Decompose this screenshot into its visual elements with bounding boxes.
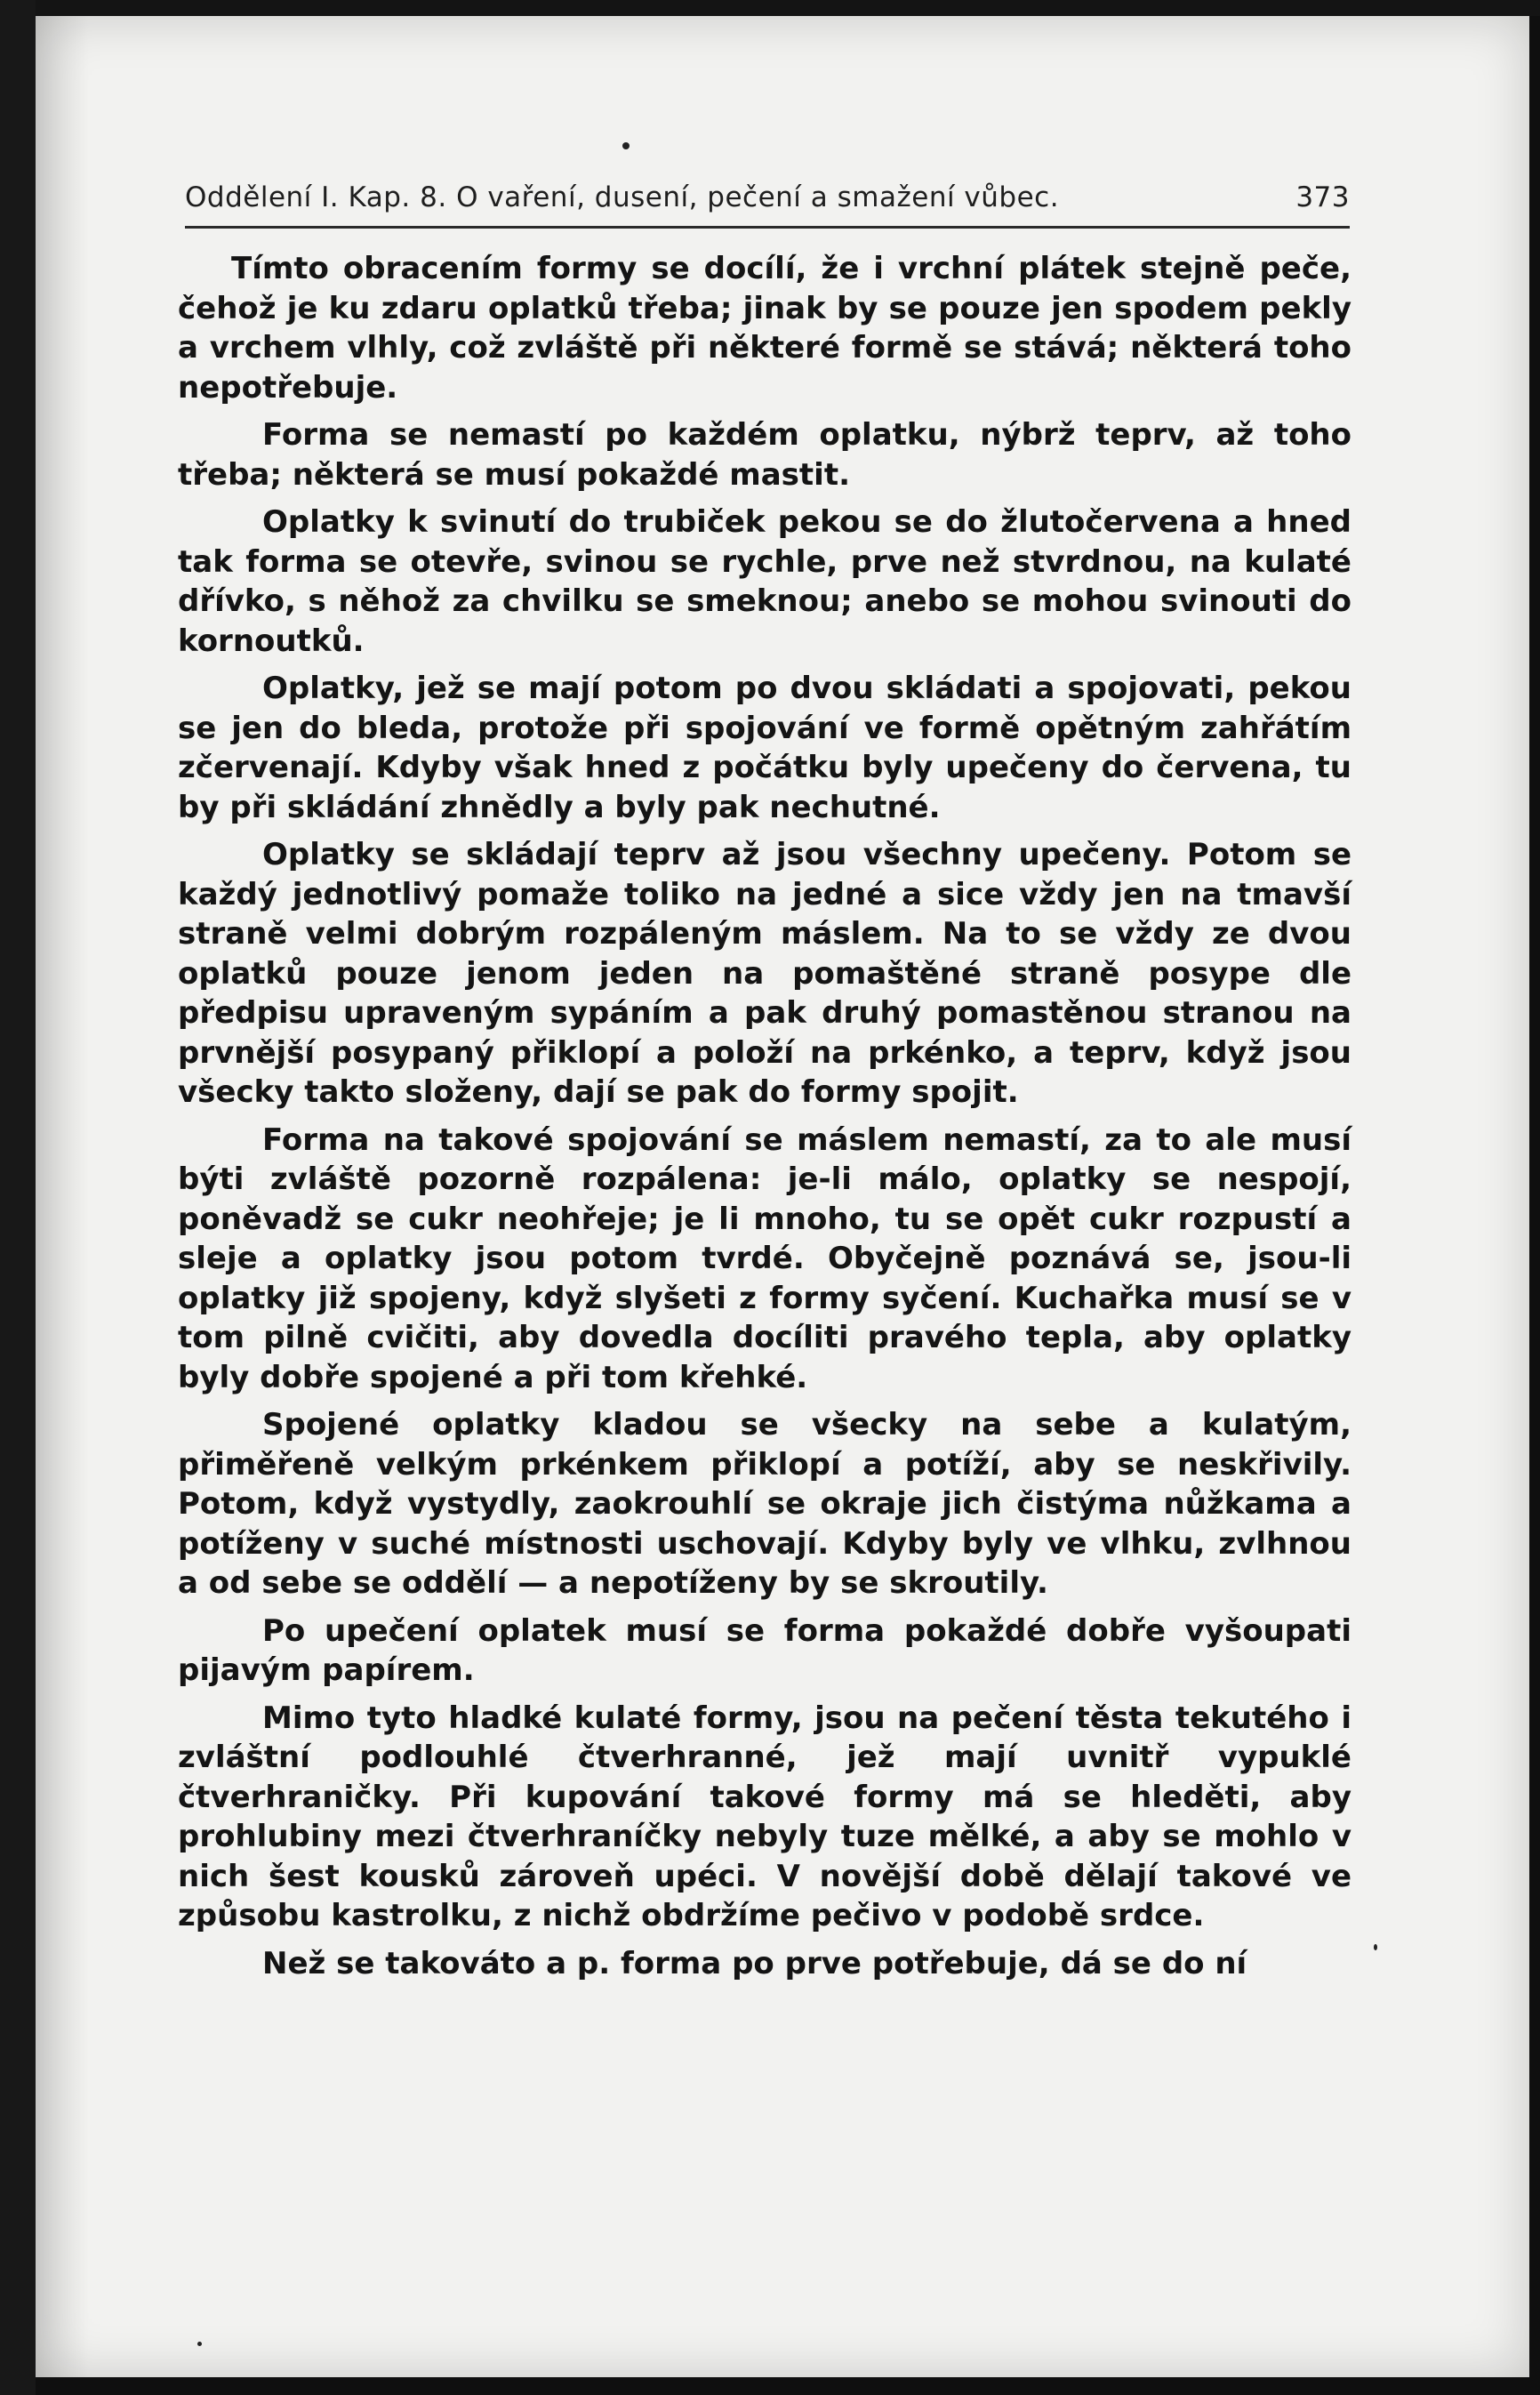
paragraph: Než se takováto a p. forma po prve potřebuje, dá se do ní (262, 1945, 1247, 1981)
paragraph: Po upečení oplatek musí se forma pokaždé dobře vyšoupati pijavým papírem. (178, 1612, 1352, 1688)
scan-speck (1374, 1944, 1377, 1950)
scan-speck (622, 142, 630, 149)
paragraph: Oplatky, jež se mají potom po dvou skládati a spojovati, pekou se jen do bleda, protože při spojování ve formě opětným zahřátím zčervenají. Kdyby však hned z počátku byly upečeny do červena, tu by při skládání zhnědly a byly pak nechutné. (178, 671, 1352, 825)
paragraph: Tímto obracením formy se docílí, že i vrchní plátek stejně peče, čehož je ku zdaru oplatků třeba; jinak by se pouze jen spodem pekly a vrchem vlhly, což zvláště při některé formě se stává; některá toho nepotřebuje. (178, 251, 1352, 406)
paragraph: Oplatky k svinutí do trubiček pekou se do žlutočervena a hned tak forma se otevře, svinou se rychle, prve než stvrdnou, na kulaté dřívko, s něhož za chvilku se smeknou; anebo se mohou svinouti do kornoutků. (178, 504, 1352, 659)
running-head-title: Oddělení I. Kap. 8. O vaření, dusení, pečení a smažení vůbec. (185, 181, 1060, 213)
page-number: 373 (1295, 181, 1350, 213)
scan-border-top (0, 0, 1540, 16)
paragraph: Forma na takové spojování se máslem nemastí, za to ale musí býti zvláště pozorně rozpálena: je-li málo, oplatky se nespojí, poněvadž se cukr neohřeje; je li mnoho, tu se opět cukr rozpustí a sleje a oplatky jsou potom tvrdé. Obyčejně poznává se, jsou-li oplatky již spojeny, když slyšeti z formy syčení. Kuchařka musí se v tom pilně cvičiti, aby dovedla docíliti pravého tepla, aby oplatky byly dobře spojené a při tom křehké. (178, 1121, 1352, 1395)
paragraph: Mimo tyto hladké kulaté formy, jsou na pečení těsta tekutého i zvláštní podlouhlé čtverhranné, jež mají uvnitř vypuklé čtverhraničky. Při kupování takové formy má se hleděti, aby prohlubiny mezi čtverhraníčky nebyly tuze mělké, a aby se mohlo v nich šest kousků zároveň upéci. V novější době dělají takové ve způsobu kastrolku, z nichž obdržíme pečivo v podobě srdce. (178, 1700, 1352, 1933)
scan-border-left (0, 0, 36, 2395)
paragraph: Spojené oplatky kladou se všecky na sebe a kulatým, přiměřeně velkým prkénkem přiklopí a potíží, aby se neskřivily. Potom, když vystydly, zaokrouhlí se okraje jich čistýma nůžkama a potíženy v suché místnosti uschovají. Kdyby byly ve vlhku, zvlhnou a od sebe se oddělí — a nepotíženy by se skroutily. (178, 1407, 1352, 1601)
scan-speck (197, 2342, 202, 2346)
paragraph: Oplatky se skládají teprv až jsou všechny upečeny. Potom se každý jednotlivý pomaže toliko na jedné a sice vždy jen na tmavší straně velmi dobrým rozpáleným máslem. Na to se vždy ze dvou oplatků pouze jenom jeden na pomaštěné straně posype dle předpisu upraveným sypáním a pak druhý pomastěnou stranou na prvnější posypaný přiklopí a položí na prkénko, a teprv, když jsou všecky takto složeny, dají se pak do formy spojit. (178, 837, 1352, 1110)
body-text (178, 249, 1352, 1991)
paragraph: Forma se nemastí po každém oplatku, nýbrž teprv, až toho třeba; některá se musí pokaždé mastit. (178, 417, 1352, 493)
header-rule (185, 226, 1350, 229)
book-page (36, 16, 1529, 2377)
running-head (185, 165, 1350, 213)
